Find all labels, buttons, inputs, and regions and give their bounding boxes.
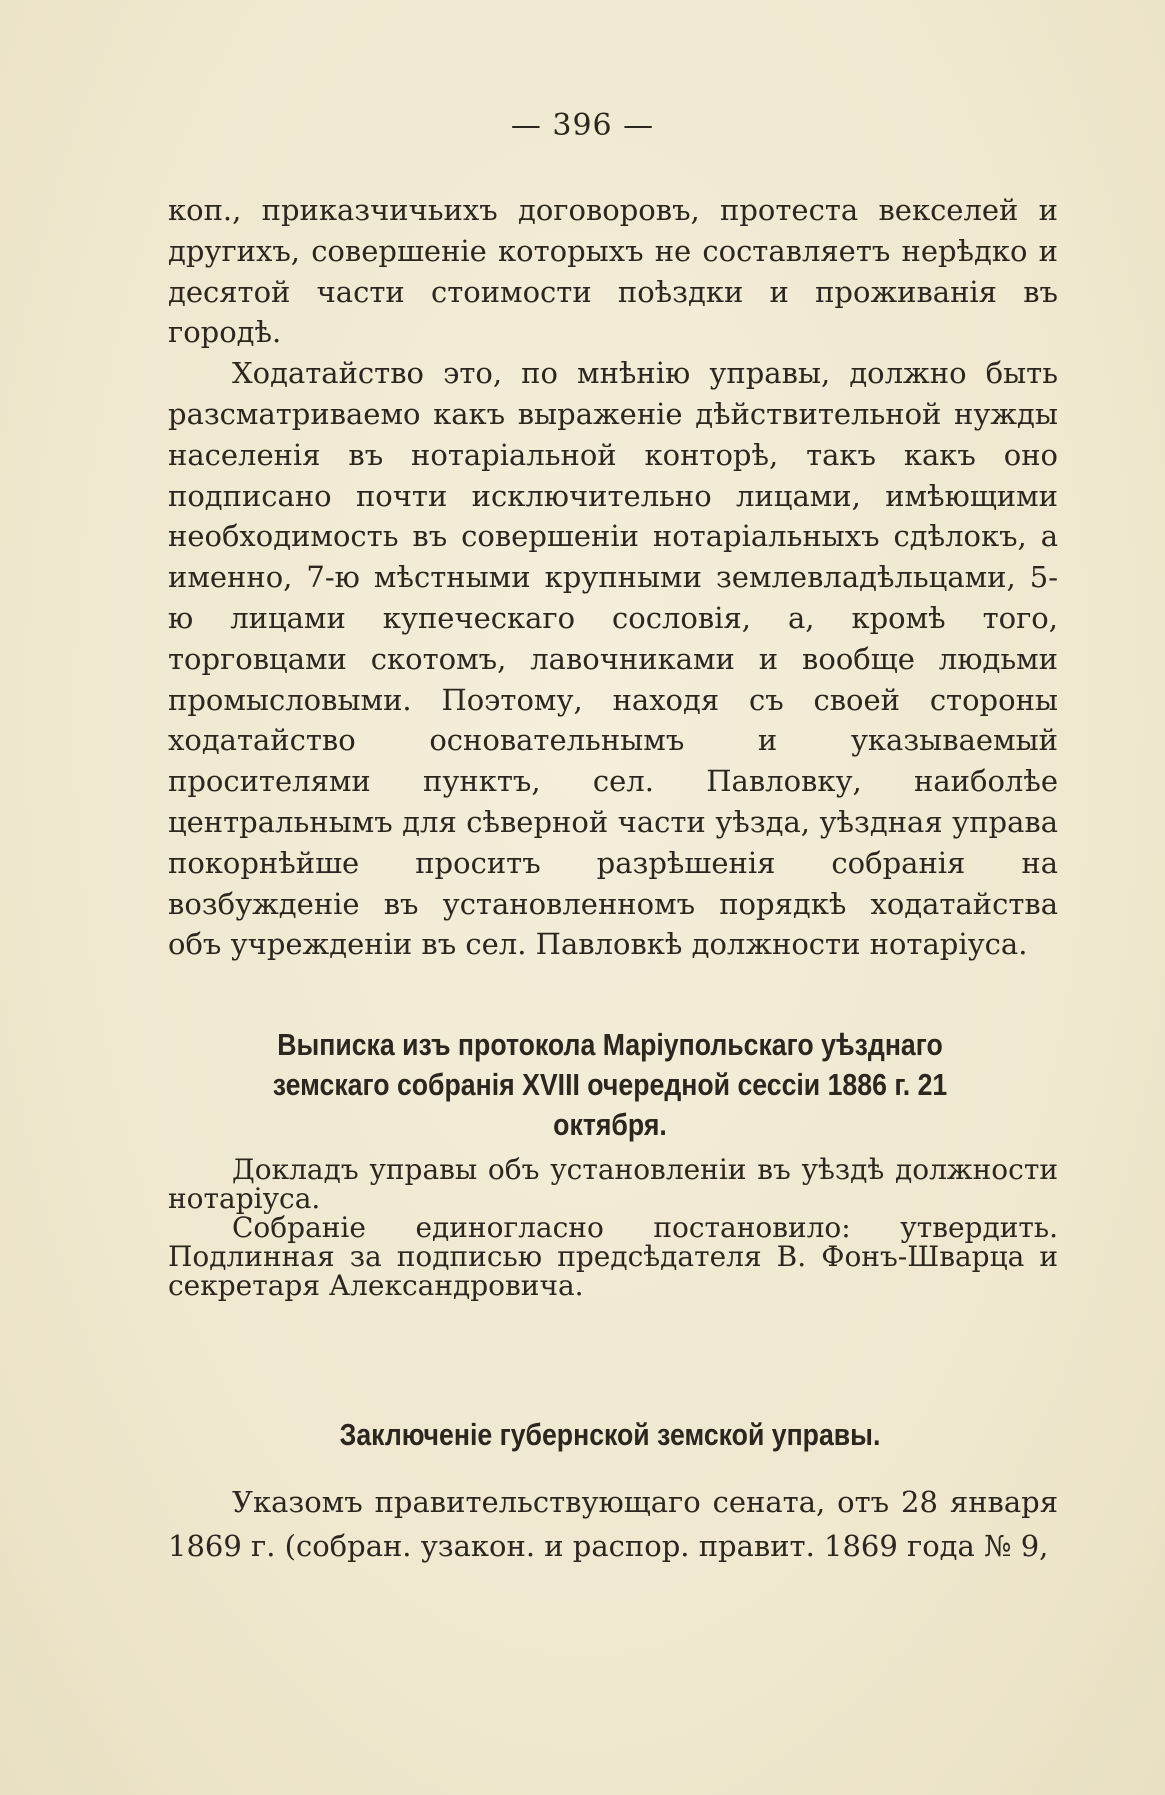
- page-number: — 396 —: [510, 108, 655, 143]
- body-text-top: [168, 190, 1058, 965]
- conclusion-heading: Заключеніе губернской земской управы.: [339, 1417, 881, 1452]
- paragraph-1: коп., приказчичьихъ договоровъ, протеста векселей и другихъ, совершеніе которыхъ не составляетъ нерѣдко и десятой части стоимости поѣздки и проживанія въ городѣ.: [168, 193, 1058, 350]
- paragraph-5: Указомъ правительствующаго сената, отъ 28 января 1869 г. (собран. узакон. и распор. правит. 1869 года № 9,: [168, 1485, 1058, 1563]
- protocol-heading: Выписка изъ протокола Маріупольскаго уѣзднаго земскаго собранія XVIII очередной сессіи 1886 г. 21 октября.: [272, 1027, 948, 1142]
- paragraph-3: Докладъ управы объ установленіи въ уѣздѣ должности нотаріуса.: [168, 1153, 1058, 1215]
- body-text-bottom: [168, 1480, 1058, 1568]
- paragraph-2: Ходатайство это, по мнѣнію управы, должно быть разсматриваемо какъ выраженіе дѣйствительной нужды населенія въ нотаріальной конторѣ, такъ какъ оно подписано почти исключительно лицами, имѣющими необходимость въ совершеніи нотаріальныхъ сдѣлокъ, а именно, 7-ю мѣстными крупными землевладѣльцами, 5-ю лицами купеческаго сословія, а, кромѣ того, торговцами скотомъ, лавочниками и вообще людьми промысловыми. Поэтому, находя съ своей стороны ходатайство основательнымъ и указываемый просителями пунктъ, сел. Павловку, наиболѣе центральнымъ для сѣверной части уѣзда, уѣздная управа покорнѣйше проситъ разрѣшенія собранія на возбужденіе въ установленномъ порядкѣ ходатайства объ учрежденіи въ сел. Павловкѣ должности нотаріуса.: [168, 356, 1058, 962]
- paragraph-4: Собраніе единогласно постановило: утвердить. Подлинная за подписью предсѣдателя В. Фонъ-Шварца и секретаря Александровича.: [168, 1211, 1058, 1302]
- body-text-middle: [168, 1155, 1058, 1300]
